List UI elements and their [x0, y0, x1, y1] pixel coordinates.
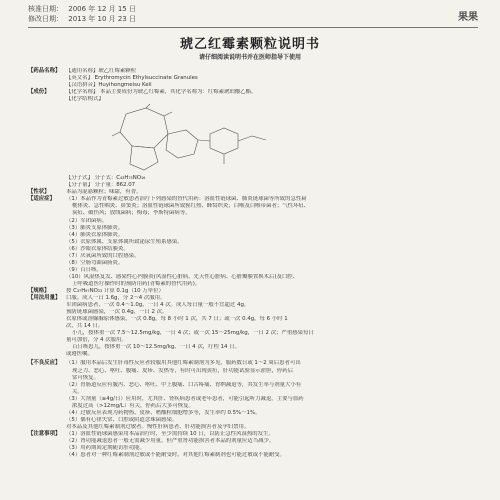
section-label: 【不良反应】	[28, 360, 61, 367]
revision-date-label: 修改日期：	[28, 15, 63, 23]
approval-date-value: 2006 年 12 月 15 日	[68, 5, 136, 13]
document-subtitle: 请仔细阅读说明书并在医师指导下使用	[198, 54, 301, 61]
leaflet-content	[28, 68, 478, 459]
text-line: （1）溶血性链球菌感染用本品治疗时，至少需持续 10 日，以防止急性风湿热的发生。	[66, 430, 274, 437]
text-line: （10）风湿热复发、感染性心内膜炎(风湿性心脏病、先天性心脏病、心脏瓣膜置换术后)及口腔、	[66, 273, 299, 280]
section-specification	[28, 288, 478, 295]
text-line: （3）大剂量（≥4g/日）应用时，尤其肝、肾疾病患者或老年患者，可能引起听力减退，主要与血药	[66, 395, 304, 402]
text-line: 【化学结构式】	[66, 96, 104, 103]
revision-date-value: 2013 年 10 月 23 日	[68, 15, 136, 23]
text-line: 【分子式】 分子式：C₄₃H₇₅NO₁₆	[66, 175, 146, 182]
text-line: 小儿，按体重一次 7.5～12.5mg/kg，一日 4 次；或一次 15～25mg/kg，一日 2 次；严重感染每日	[72, 330, 314, 337]
section-label: 【性状】	[28, 189, 50, 196]
molecule-diagram	[106, 104, 276, 174]
text-line: 预防链球菌感染，一次 0.4g，一日 2 次。	[66, 309, 168, 316]
approval-date-label: 核准日期：	[28, 5, 63, 13]
section-drug-name	[28, 68, 478, 89]
text-line: 军团菌病患者，一次 0.4～1.0g，一日 4 次。成人每日量一般不宜超过 4g。	[66, 302, 250, 309]
text-line: 口服。成人一日 1.6g，分 2～4 次服用。	[66, 295, 166, 302]
text-line: （3）用药期间定期随访肝功能。	[66, 445, 145, 452]
section-appearance	[28, 189, 478, 196]
text-line: 或遵医嘱。	[66, 351, 93, 358]
text-line: 【汉语拼音】Huyihongmeisu Keli	[66, 82, 152, 89]
text-line: （7）厌氧菌所致的口腔感染。	[66, 252, 140, 259]
text-line: （4）肺炎衣原体肺炎。	[66, 231, 124, 238]
section-indications	[28, 196, 478, 288]
text-line: 【化学名称】 本品主要成份为琥乙红霉素，其化学名称为：红霉素琥珀酸乙酯。	[66, 89, 257, 96]
approval-date-row	[28, 4, 136, 14]
text-line: （3）肺炎支原体肺炎。	[66, 224, 124, 231]
text-line: （2）肾功能减退患者一般无需减少用量，但严重肾功能损害者本品的剂量应适当减少。	[66, 437, 275, 444]
text-line: （2）胃肠道反应有腹泻、恶心、呕吐、中上腹痛、口舌疼痛、胃纳减退等，其发生率与剂量大小有	[66, 381, 302, 388]
section-ingredients	[28, 89, 478, 175]
text-line: 浓度过高（>12mg/L）有关，停药后大多可恢复。	[72, 402, 194, 409]
text-line: 关。	[72, 388, 83, 395]
revision-date-row	[28, 14, 136, 24]
text-line: 【通用名称】琥乙红霉素颗粒	[66, 68, 137, 74]
text-line: （9）百日咳。	[66, 266, 102, 273]
text-line: 现乏力、恶心、呕吐、腹痛、皮疹、发热等，有时可出现黄疸，肝功能试验显示淤胆，停药后	[72, 367, 294, 374]
section-label-spacer	[28, 175, 66, 189]
chemical-structure-figure	[66, 104, 478, 174]
text-line: 常可恢复。	[72, 374, 99, 381]
text-line: 百日咳患儿，按体重一次 10～12.5mg/kg，一日 4 次，疗程 14 日。	[72, 344, 240, 351]
section-dosage	[28, 295, 478, 358]
section-body	[66, 360, 478, 430]
text-line: （4）患者对一种红霉素制剂过敏或不能耐受时，对其他红霉素制剂也可能过敏或不能耐受。	[66, 452, 286, 459]
section-label: 【成份】	[28, 89, 50, 96]
section-adverse-reactions	[28, 360, 478, 430]
text-line: 桃体炎、急性咽炎、鼻窦炎；溶血性链球菌所致猩红热、蜂窝织炎；白喉及白喉带菌者；气性坏疽、	[72, 203, 310, 210]
header-divider	[28, 27, 478, 28]
section-label: 【规格】	[28, 287, 50, 294]
text-line: 【分子量】 分子量：862.07	[66, 182, 136, 189]
section-body	[66, 295, 478, 358]
section-body	[66, 175, 478, 189]
section-formula	[28, 175, 478, 189]
text-line: 上呼吸道医疗操作时的预防用药(青霉素的替代用药)。	[72, 280, 201, 287]
text-line: （5）衣原体属、支原体属所致泌尿生殖系感染。	[66, 238, 183, 245]
text-line: 按 C₃₇H₆₇NO₁₃ 计算 0.1g（10 万单位）	[66, 287, 164, 294]
section-label: 【用法用量】	[28, 295, 61, 302]
section-label: 【适应症】	[28, 196, 55, 203]
text-line: （5）偶有心律失常、口腔或阴道念珠菌感染。	[66, 416, 178, 423]
text-line: 本品为混悬颗粒；味甜，有香。	[66, 189, 142, 196]
text-line: （8）空肠弯曲菌肠炎。	[66, 259, 124, 266]
approval-dates	[28, 4, 136, 24]
text-line: 量可加倍，分 4 次服用。	[66, 337, 127, 344]
section-body	[66, 89, 478, 175]
section-label: 【注意事项】	[28, 430, 61, 437]
text-line: （1）服用本品后发生肝毒性反应者较服用其他红霉素制剂为多见，服药数日或 1～2 周后患者可出	[66, 360, 301, 367]
text-line: 衣原体或溶脲脲原体感染，一次 0.8g，每 8 小时 1 次，共 7 日；或一次 0.4g，每 6 小时 1	[66, 316, 288, 323]
text-line: 对本品及其他红霉素制剂过敏者。慢性肝病患者、肝功能损害者及孕妇禁用。	[66, 423, 250, 430]
text-line: （1）本品作为青霉素过敏患者治疗下列感染的替代用药：溶血性链球菌、肺炎链球菌等所致的急性扁	[66, 196, 307, 203]
text-line: （2）军团菌病。	[66, 217, 108, 224]
section-body	[66, 68, 478, 89]
text-line: （6）沙眼衣原体结膜炎。	[66, 245, 129, 252]
section-body	[66, 288, 478, 295]
brand-logo: 果果	[458, 12, 478, 23]
text-line: 次，共 14 日。	[66, 323, 104, 330]
document-title: 琥乙红霉素颗粒说明书	[179, 37, 320, 52]
section-body	[66, 189, 478, 196]
section-body	[66, 196, 478, 288]
text-line: 【英文名】 Erythromycin Ethylsuccinate Granules	[66, 75, 198, 82]
section-body	[66, 431, 478, 459]
text-line: （4）过敏反应表现为药物热、皮疹、嗜酸粒细胞增多等，发生率约 0.5%～1%。	[66, 409, 261, 416]
section-precautions	[28, 431, 478, 459]
text-line: 炭疽、破伤风；放线菌病；梅毒；李斯特菌病等。	[72, 210, 191, 217]
section-label: 【药品名称】	[28, 68, 61, 74]
